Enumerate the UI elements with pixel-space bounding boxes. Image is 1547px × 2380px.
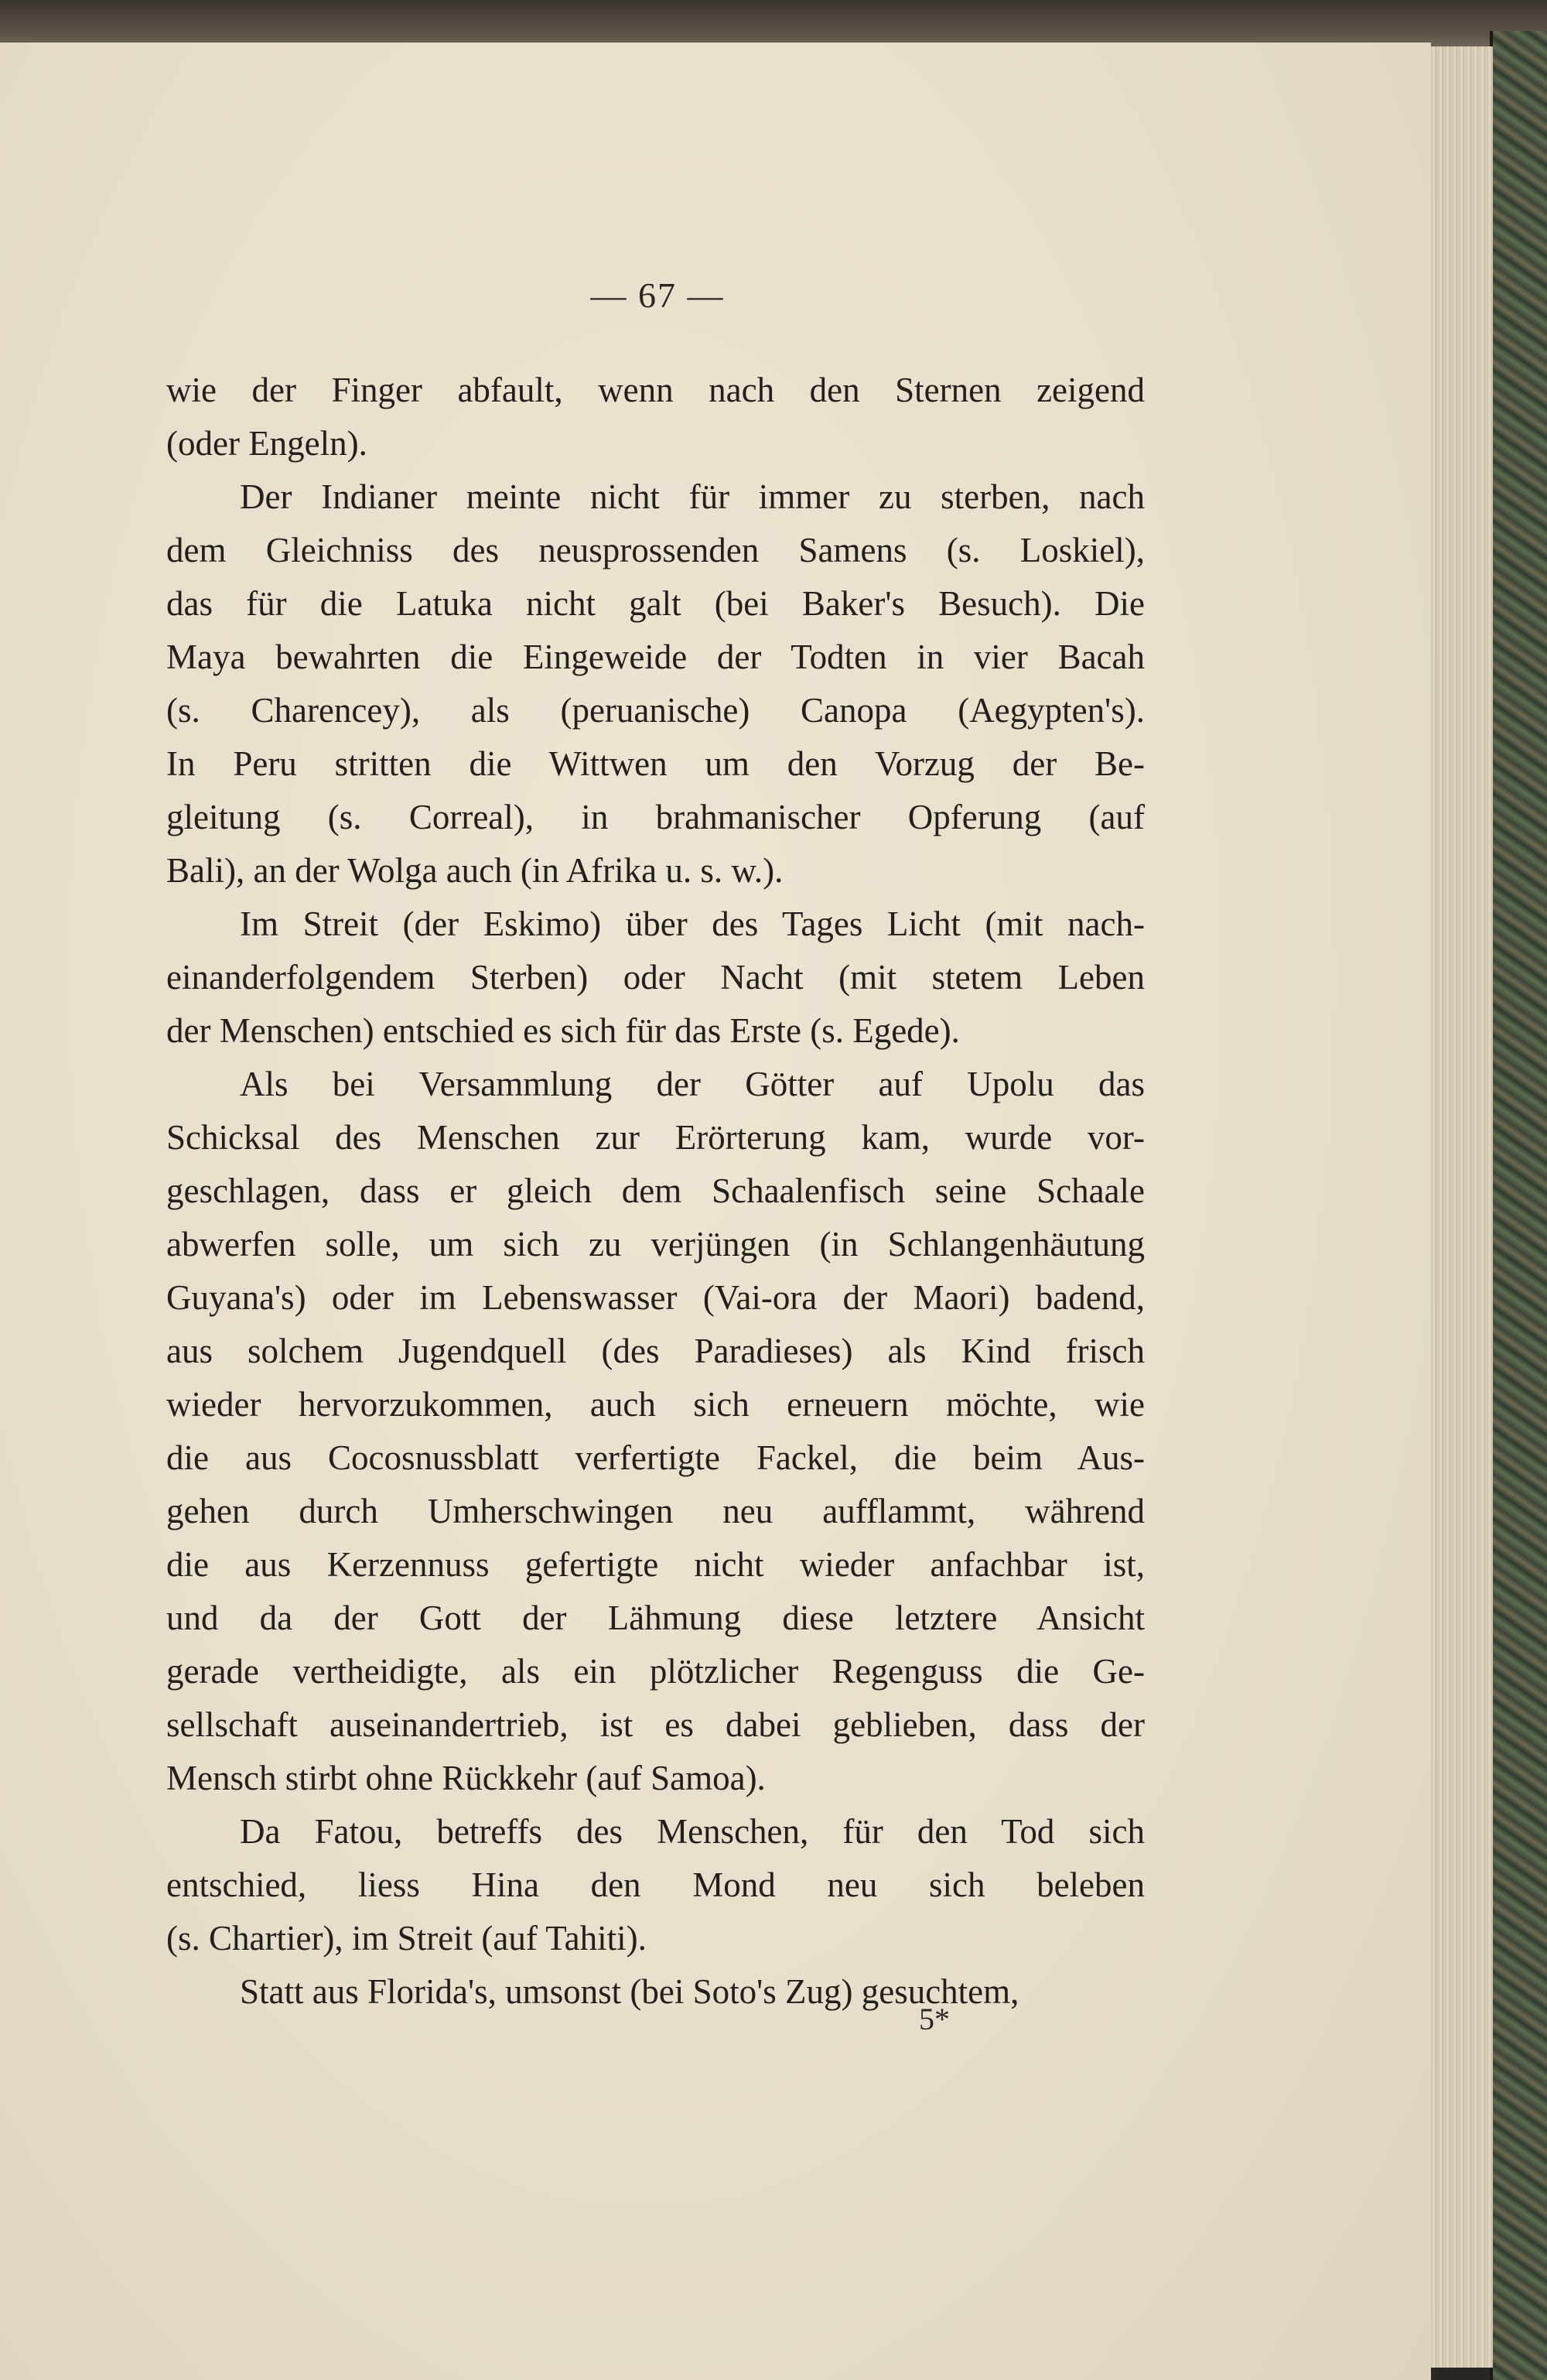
paragraph (166, 1965, 1145, 2019)
text-line: Der Indianer meinte nicht für immer zu sterben, nach (240, 477, 1145, 516)
paragraph (166, 470, 1145, 898)
text-line: In Peru stritten die Wittwen um den Vorzug der Be- (166, 744, 1145, 783)
paragraph (166, 1805, 1145, 1965)
text-line: Guyana's) oder im Lebenswasser (Vai-ora der Maori) badend, (166, 1278, 1145, 1317)
text-line: Als bei Versammlung der Götter auf Upolu das (240, 1065, 1145, 1103)
text-line: geschlagen, dass er gleich dem Schaalenfisch seine Schaale (166, 1171, 1145, 1210)
text-line: aus solchem Jugendquell (des Paradieses) als Kind frisch (166, 1332, 1145, 1370)
text-line: sellschaft auseinandertrieb, ist es dabei geblieben, dass der (166, 1705, 1145, 1744)
text-line: Bali), an der Wolga auch (in Afrika u. s. w.). (166, 851, 784, 890)
text-line: Schicksal des Menschen zur Erörterung kam, wurde vor- (166, 1118, 1145, 1157)
text-line: entschied, liess Hina den Mond neu sich beleben (166, 1865, 1145, 1904)
text-line: gehen durch Umherschwingen neu aufflammt, während (166, 1492, 1145, 1530)
text-line: Maya bewahrten die Eingeweide der Todten in vier Bacah (166, 638, 1145, 676)
text-line: abwerfen solle, um sich zu verjüngen (in Schlangenhäutung (166, 1225, 1145, 1264)
text-line: dem Gleichniss des neusprossenden Samens (s. Loskiel), (166, 531, 1145, 569)
text-line: das für die Latuka nicht galt (bei Baker's Besuch). Die (166, 584, 1145, 623)
text-line: Im Streit (der Eskimo) über des Tages Licht (mit nach- (240, 904, 1145, 943)
text-line: wie der Finger abfault, wenn nach den Sternen zeigend (166, 371, 1145, 409)
text-line: einanderfolgendem Sterben) oder Nacht (mit stetem Leben (166, 958, 1145, 997)
signature-mark: 5* (919, 2002, 950, 2036)
text-line: Da Fatou, betreffs des Menschen, für den Tod sich (240, 1812, 1145, 1851)
text-line: und da der Gott der Lähmung diese letztere Ansicht (166, 1599, 1145, 1637)
text-line: wieder hervorzukommen, auch sich erneuern möchte, wie (166, 1385, 1145, 1424)
text-line: Statt aus Florida's, umsonst (bei Soto's Zug) gesuchtem, (240, 1972, 1019, 2011)
text-line: der Menschen) entschied es sich für das Erste (s. Egede). (166, 1011, 960, 1050)
text-line: die aus Cocosnussblatt verfertigte Fackel, die beim Aus- (166, 1438, 1145, 1477)
text-line: (s. Charencey), als (peruanische) Canopa (Aegypten's). (166, 691, 1145, 730)
body-text (166, 364, 1145, 2019)
text-line: (oder Engeln). (166, 424, 367, 463)
text-line: Mensch stirbt ohne Rückkehr (auf Samoa). (166, 1759, 766, 1797)
paragraph (166, 898, 1145, 1058)
text-line: die aus Kerzennuss gefertigte nicht wieder anfachbar ist, (166, 1545, 1145, 1584)
text-line: gerade vertheidigte, als ein plötzlicher Regenguss die Ge- (166, 1652, 1145, 1691)
page-number: — 67 — (590, 275, 725, 315)
paragraph (166, 364, 1145, 470)
paragraph (166, 1058, 1145, 1805)
book-cover-edge (1490, 31, 1547, 2380)
text-line: (s. Chartier), im Streit (auf Tahiti). (166, 1919, 647, 1958)
text-line: gleitung (s. Correal), in brahmanischer Opferung (auf (166, 798, 1145, 836)
